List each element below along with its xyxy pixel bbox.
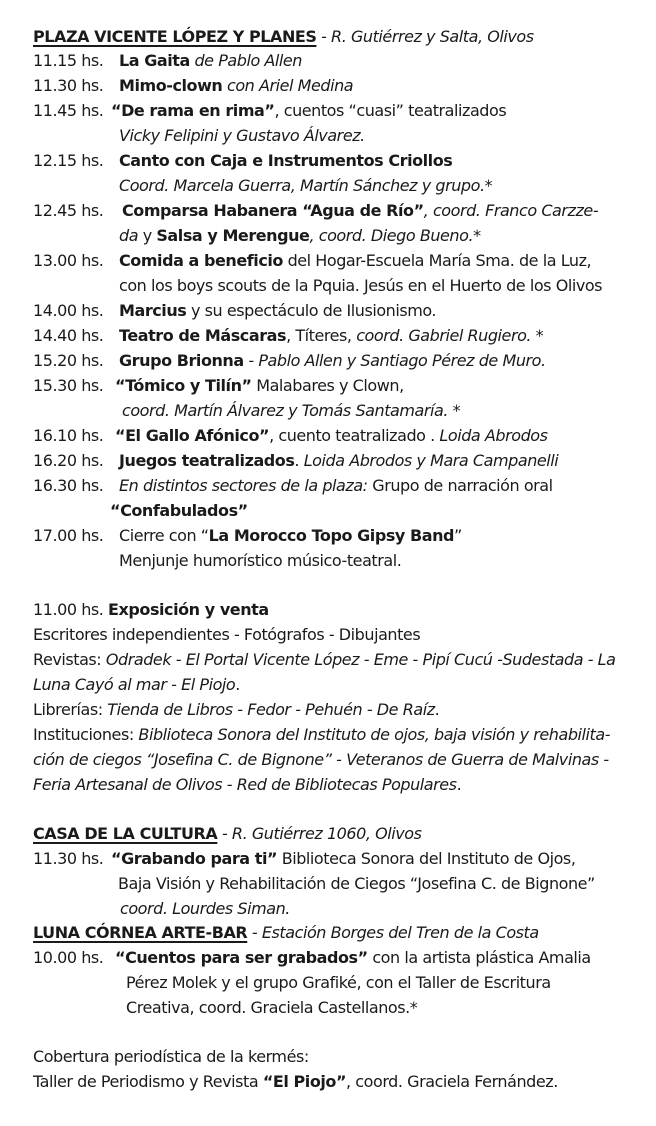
event-title: Mimo-clown [119,76,223,95]
event-time: 14.00 hs. [33,301,104,320]
event-row [33,151,452,171]
expo-instituciones-end: Feria Artesanal de Olivos - Red de Bibliotecas Populares. [33,775,462,794]
event-row: 12.45 hs. Comparsa Habanera “Agua de Río”, coord. Franco Carzze- [33,201,599,220]
casa-address: - R. Gutiérrez 1060, Olivos [217,824,422,843]
event-title: “Tómico y Tilín” [115,376,252,395]
event-row: 14.00 hs. Marcius y su espectáculo de Ilusionismo. [33,301,437,320]
event-time: 13.00 hs. [33,251,104,270]
footer-credit: Taller de Periodismo y Revista “El Piojo”, coord. Graciela Fernández. [33,1072,558,1091]
footer-line: Cobertura periodística de la kermés: [33,1047,309,1066]
event-title: Juegos teatralizados [119,451,295,470]
event-title: La Gaita [119,51,190,70]
event-title: Canto con Caja e Instrumentos Criollos [119,151,453,170]
event-detail: coord. Lourdes Siman. [120,899,290,918]
casa-venue: CASA DE LA CULTURA [33,824,218,843]
event-time: 14.40 hs. [33,326,104,345]
plaza-heading [33,27,534,47]
luna-heading [33,923,539,943]
luna-address: - Estación Borges del Tren de la Costa [247,923,539,942]
expo-instituciones: Instituciones: Biblioteca Sonora del Instituto de ojos, baja visión y rehabilita- [33,725,611,744]
event-time: 17.00 hs. [33,526,104,545]
event-time: 16.20 hs. [33,451,104,470]
event-row: 17.00 hs. Cierre con “La Morocco Topo Gipsy Band” [33,526,462,545]
event-title: “Grabando para ti” [111,849,278,868]
event-time: 11.30 hs. [33,849,104,868]
event-time: 11.45 hs. [33,101,104,120]
event-detail: Creativa, coord. Graciela Castellanos.* [126,998,418,1017]
event-row: 15.20 hs. Grupo Brionna - Pablo Allen y Santiago Pérez de Muro. [33,351,546,370]
event-row: 14.40 hs. Teatro de Máscaras, Títeres, coord. Gabriel Rugiero. * [33,326,544,345]
event-title: Teatro de Máscaras [119,326,287,345]
event-time: 10.00 hs. [33,948,104,967]
luna-venue: LUNA CÓRNEA ARTE-BAR [33,923,248,942]
event-time: 12.15 hs. [33,151,104,170]
event-time: 15.20 hs. [33,351,104,370]
event-detail: con los boys scouts de la Pquia. Jesús en el Huerto de los Olivos [119,276,603,295]
event-detail: Coord. Marcela Guerra, Martín Sánchez y grupo.* [119,176,493,195]
plaza-venue: PLAZA VICENTE LÓPEZ Y PLANES [33,27,317,46]
event-detail: Menjunje humorístico músico-teatral. [119,551,402,570]
event-row: 16.20 hs. Juegos teatralizados. Loida Abrodos y Mara Campanelli [33,451,559,470]
event-row: 11.15 hs. La Gaita de Pablo Allen [33,51,303,70]
event-detail: Pérez Molek y el grupo Grafiké, con el Taller de Escritura [126,973,551,992]
event-row: 13.00 hs. Comida a beneficio del Hogar-Escuela María Sma. de la Luz, [33,251,592,270]
event-row: 15.30 hs. “Tómico y Tilín” Malabares y Clown, [33,376,404,395]
event-row: 16.30 hs. En distintos sectores de la plaza: Grupo de narración oral [33,476,553,495]
expo-librerias: Librerías: Tienda de Libros - Fedor - Pehuén - De Raíz. [33,700,440,719]
expo-instituciones-cont: ción de ciegos “Josefina C. de Bignone” - Veteranos de Guerra de Malvinas - [33,750,609,769]
plaza-address: - R. Gutiérrez y Salta, Olivos [316,27,534,46]
event-detail: Vicky Felipini y Gustavo Álvarez. [119,126,365,145]
event-row: 10.00 hs. “Cuentos para ser grabados” con la artista plástica Amalia [33,948,591,967]
event-title: Comida a beneficio [119,251,283,270]
event-title: Comparsa Habanera “Agua de Río” [122,201,424,220]
event-detail: “Confabulados” [110,501,248,520]
event-title: Grupo Brionna [119,351,244,370]
event-row: 11.30 hs. Mimo-clown con Ariel Medina [33,76,354,95]
event-time: 12.45 hs. [33,201,104,220]
expo-revistas: Revistas: Odradek - El Portal Vicente López - Eme - Pipí Cucú -Sudestada - La [33,650,616,669]
event-time: 16.10 hs. [33,426,104,445]
event-title: “El Gallo Afónico” [115,426,270,445]
event-detail: coord. Martín Álvarez y Tomás Santamaría. * [122,401,461,420]
event-detail: Baja Visión y Rehabilitación de Ciegos “Josefina C. de Bignone” [118,874,595,893]
event-title: Marcius [119,301,187,320]
event-row: 11.45 hs. “De rama en rima”, cuentos “cuasi” teatralizados [33,101,507,120]
event-time: 11.30 hs. [33,76,104,95]
event-title: “Cuentos para ser grabados” [115,948,368,967]
event-detail: da y Salsa y Merengue, coord. Diego Bueno.* [119,226,481,245]
expo-revistas-cont: Luna Cayó al mar - El Piojo. [33,675,240,694]
event-title: La Morocco Topo Gipsy Band [208,526,455,545]
event-time: 16.30 hs. [33,476,104,495]
expo-heading: 11.00 hs. Exposición y venta [33,600,269,619]
event-time: 11.15 hs. [33,51,104,70]
event-time: 15.30 hs. [33,376,104,395]
event-row: 11.30 hs. “Grabando para ti” Biblioteca Sonora del Instituto de Ojos, [33,849,576,868]
event-title: “De rama en rima” [111,101,275,120]
expo-line: Escritores independientes - Fotógrafos - Dibujantes [33,625,421,644]
casa-heading [33,824,422,844]
event-row: 16.10 hs. “El Gallo Afónico”, cuento teatralizado . Loida Abrodos [33,426,548,445]
